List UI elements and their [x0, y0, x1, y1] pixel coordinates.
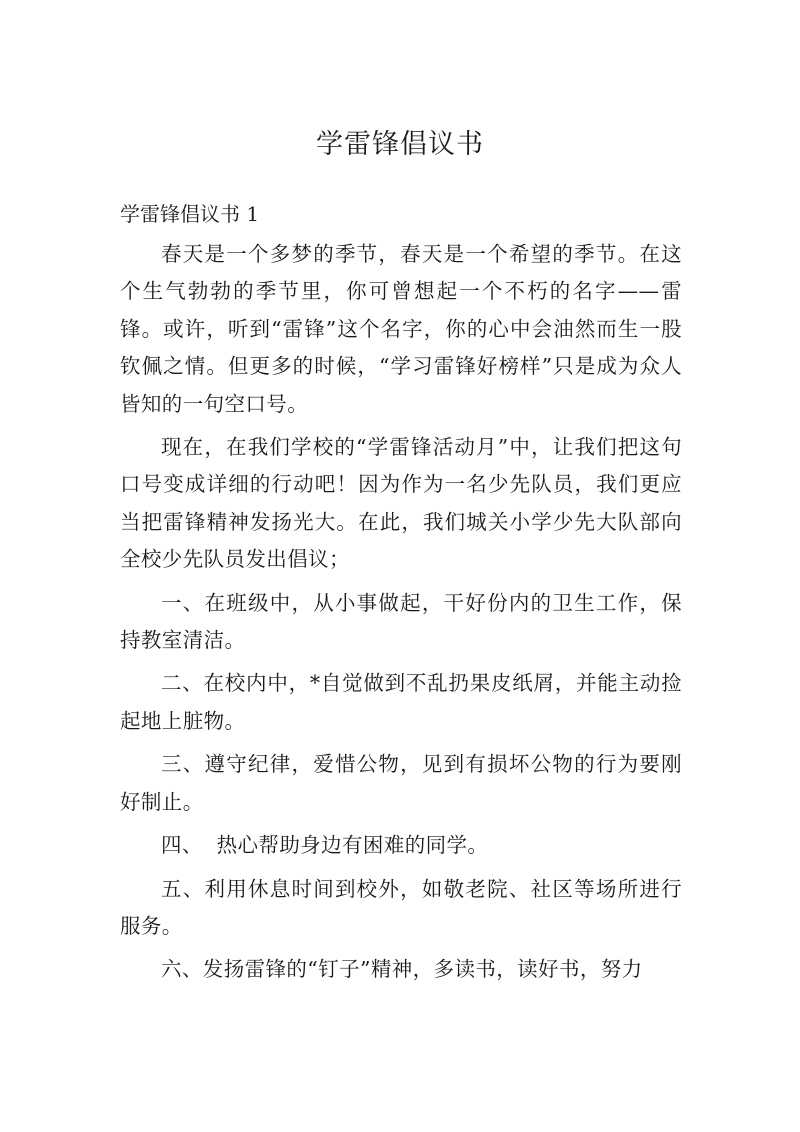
paragraph-item-5: 五、利用休息时间到校外，如敬老院、社区等场所进行服务。 [120, 876, 682, 938]
paragraph-item-6: 六、发扬雷锋的“钉子”精神，多读书，读好书，努力 [161, 957, 643, 982]
paragraph-intro: 春天是一个多梦的季节，春天是一个希望的季节。在这个生气勃勃的季节里，你可曾想起一个不朽的名字——雷锋。或许，听到“雷锋”这个名字，你的心中会油然而生一股钦佩之情。但更多的时候，“学习雷锋好榜样”只是成为众人皆知的一句空口号。 [120, 242, 682, 416]
paragraph-item-2: 二、在校内中，*自觉做到不乱扔果皮纸屑，并能主动捡起地上脏物。 [120, 671, 682, 733]
document-body [120, 236, 682, 995]
document-title: 学雷锋倡议书 [316, 129, 484, 160]
section-subtitle: 学雷锋倡议书 1 [120, 202, 260, 226]
paragraph-item-1: 一、在班级中，从小事做起，干好份内的卫生工作，保持教室清洁。 [120, 590, 682, 653]
paragraph-item-3: 三、遵守纪律，爱惜公物，见到有损坏公物的行为要刚好制止。 [120, 752, 682, 814]
paragraph-call: 现在，在我们学校的“学雷锋活动月”中，让我们把这句口号变成详细的行动吧！因为作为一名少先队员，我们更应当把雷锋精神发扬光大。在此，我们城关小学少先大队部向全校少先队员发出倡议； [120, 435, 682, 572]
paragraph-item-4: 四、 热心帮助身边有困难的同学。 [161, 833, 489, 858]
